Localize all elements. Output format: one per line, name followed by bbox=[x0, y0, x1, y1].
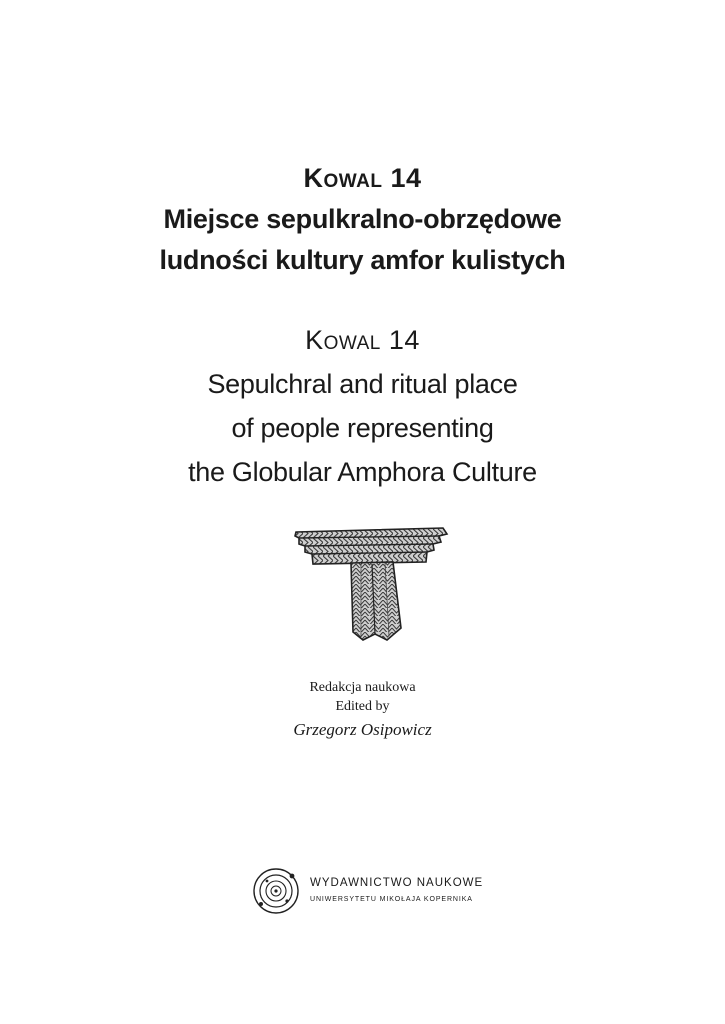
artifact-illustration-icon bbox=[293, 520, 449, 644]
polish-title-line-1: Kowal 14 bbox=[303, 163, 422, 193]
publisher-name: WYDAWNICTWO NAUKOWE bbox=[310, 877, 484, 889]
editors-block bbox=[0, 678, 725, 716]
polish-title bbox=[0, 158, 725, 281]
english-title-line-3: of people representing bbox=[231, 413, 494, 443]
editor-name: Grzegorz Osipowicz bbox=[293, 720, 432, 739]
editors-label-polish: Redakcja naukowa bbox=[309, 680, 416, 695]
publisher-block bbox=[251, 863, 491, 919]
english-title-line-1: Kowal 14 bbox=[305, 325, 420, 355]
english-title bbox=[0, 318, 725, 494]
english-title-line-4: the Globular Amphora Culture bbox=[188, 457, 537, 487]
polish-title-line-2: Miejsce sepulkralno-obrzędowe bbox=[163, 204, 562, 234]
polish-title-line-3: ludności kultury amfor kulistych bbox=[159, 245, 566, 275]
english-title-line-2: Sepulchral and ritual place bbox=[207, 369, 518, 399]
editors-label-english: Edited by bbox=[335, 699, 390, 714]
publisher-logo-icon bbox=[251, 863, 301, 919]
publisher-subtitle: UNIWERSYTETU MIKOŁAJA KOPERNIKA bbox=[310, 896, 473, 903]
